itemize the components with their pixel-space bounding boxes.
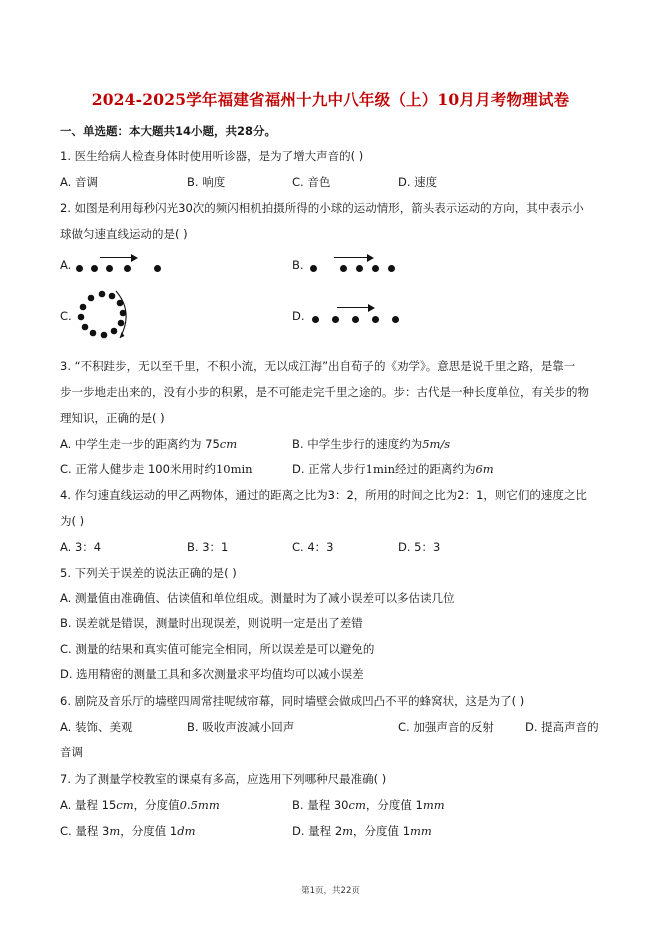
q2-option-a-label: A. [60,258,72,272]
ball [372,265,379,272]
q5-option-b: B. 误差就是错误，测量时出现误差，则说明一定是出了差错 [60,616,363,630]
ball [101,332,108,339]
q7-option-a [60,797,220,813]
q7-option-a-range-unit: cm [116,798,134,812]
q2-option-d-label: D. [292,309,305,323]
q7-option-a-mid: ，分度值 [133,798,180,812]
ball [91,265,98,272]
q3-option-a [60,436,237,452]
q3-option-a-unit: cm [219,437,238,451]
q6-option-d: D. 提高声音的 [525,720,599,734]
ball [340,265,347,272]
q3-option-c-text: C. 正常人健步走 100米用时约 [60,462,216,476]
q6-option-a: A. 装饰、美观 [60,720,133,734]
exam-title: 2024-2025学年福建省福州十九中八年级（上）10月月考物理试卷 [91,90,570,109]
page-footer: 第1页，共22页 [301,886,360,896]
q3-option-d-time: 1min [365,462,395,476]
q1-option-b: B. 响度 [187,175,226,189]
q3-option-d [292,461,494,477]
q1-option-c: C. 音色 [292,175,331,189]
q7-stem: 7. 为了测量学校教室的课桌有多高，应选用下列哪种尺最准确( ) [60,772,387,786]
ball [154,265,161,272]
q3-option-b [292,436,450,452]
q7-option-c-division-unit: dm [177,824,196,838]
q7-option-c-pre: C. 量程 3 [60,824,110,838]
q7-option-d-pre: D. 量程 2 [292,824,343,838]
q2-option-b-figure [306,252,466,276]
q7-option-a-division: 0.5mm [179,798,220,812]
ball [332,316,339,323]
q3-option-d-text-pre: D. 正常人步行 [292,462,366,476]
q2-stem-line2: 球做匀速直线运动的是( ) [60,227,188,241]
ball [111,328,118,335]
motion-arrow [100,257,136,258]
ball [109,293,116,300]
q7-option-b [292,797,445,813]
ball [78,314,85,321]
q5-option-c: C. 测量的结果和真实值可能完全相同，所以误差是可以避免的 [60,642,375,656]
q6-option-d-continued: 音调 [60,745,83,759]
ball [82,324,89,331]
q3-option-c [60,461,253,477]
q2-stem-line1: 2. 如图是利用每秒闪光30次的频闪相机拍摄所得的小球的运动情形，箭头表示运动的方向，其中表示小 [60,201,584,215]
q3-option-d-text-post: 经过的距离约为 [394,462,476,476]
q6-option-c: C. 加强声音的反射 [398,720,494,734]
q2-option-c-label: C. [60,309,72,323]
ball [388,265,395,272]
q4-option-c: C. 4：3 [292,540,334,554]
q7-option-c-range-unit: m [109,824,121,838]
q7-option-d-range-unit: m [342,824,354,838]
q7-option-b-pre: B. 量程 30 [292,798,349,812]
ball [118,320,125,327]
q7-option-c [60,823,196,839]
q5-option-d: D. 选用精密的测量工具和多次测量求平均值均可以减小误差 [60,667,364,681]
q4-option-b: B. 3：1 [187,540,229,554]
q3-option-c-unit: 10min [215,462,253,476]
ball [88,295,95,302]
q3-stem-line1: 3. “不积跬步，无以至千里，不积小流，无以成江海”出自荀子的《劝学》。意思是说千里之路，是靠一 [60,359,576,373]
q7-option-d-mid: ，分度值 1 [353,824,411,838]
ball [106,265,113,272]
ball [310,265,317,272]
ball [372,316,379,323]
q7-option-b-range-unit: cm [348,798,366,812]
q7-option-b-division-unit: mm [422,798,445,812]
ball [392,316,399,323]
ball [99,291,106,298]
q7-option-d-division-unit: mm [410,824,432,838]
q4-stem-line2: 为( ) [60,514,85,528]
ball [356,265,363,272]
q2-option-b-label: B. [292,258,304,272]
q6-option-b: B. 吸收声波减小回声 [187,720,295,734]
motion-arrow [334,257,372,258]
q7-option-c-mid: ，分度值 1 [120,824,178,838]
ball [352,316,359,323]
q1-option-a: A. 音调 [60,175,98,189]
q4-option-d: D. 5：3 [398,540,441,554]
q6-stem: 6. 剧院及音乐厅的墙壁四周常挂呢绒帘幕，同时墙壁会做成凹凸不平的蜂窝状，这是为了( ) [60,694,525,708]
q3-option-b-text: B. 中学生步行的速度约为 [292,437,423,451]
q2-option-a-figure [72,252,232,276]
q3-stem-line2: 步一步地走出来的，没有小步的积累，是不可能走完千里之途的。步：古代是一种长度单位，有关步的物 [60,385,589,399]
q7-option-b-mid: ，分度值 1 [365,798,423,812]
motion-arrow [337,307,373,308]
q2-option-c-figure [72,288,134,344]
q1-stem: 1. 医生给病人检查身体时使用听诊器，是为了增大声音的( ) [60,149,364,163]
q4-stem-line1: 4. 作匀速直线运动的甲乙两物体，通过的距离之比为3：2，所用的时间之比为2：1，则它们的速度之比 [60,488,587,502]
ball [124,265,131,272]
section-heading: 一、单选题：本大题共14小题，共28分。 [60,124,277,138]
q5-stem: 5. 下列关于误差的说法正确的是( ) [60,566,237,580]
q7-option-a-pre: A. 量程 15 [60,798,117,812]
q1-option-d: D. 速度 [398,175,438,189]
q2-option-d-figure [306,303,466,327]
ball [76,265,83,272]
ball [80,304,87,311]
ball [312,316,319,323]
q3-option-a-text: A. 中学生走一步的距离约为 75 [60,437,220,451]
q3-option-d-unit: 6m [475,462,494,476]
q4-option-a: A. 3：4 [60,540,102,554]
q3-option-b-unit: 5m/s [422,437,451,451]
ball [90,330,97,337]
q7-option-d [292,823,432,839]
q5-option-a: A. 测量值由准确值、估读值和单位组成。测量时为了减小误差可以多估读几位 [60,591,455,605]
q3-stem-line3: 理知识，正确的是( ) [60,411,165,425]
